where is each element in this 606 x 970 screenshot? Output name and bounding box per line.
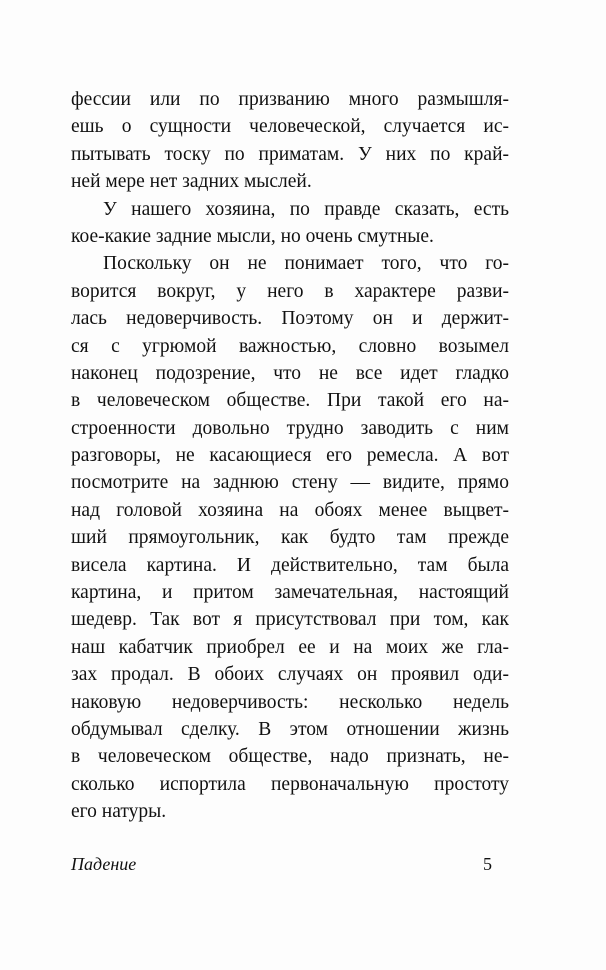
text-line: его натуры. bbox=[71, 801, 167, 823]
text-line: У нашего хозяина, по правде сказать, есть bbox=[103, 198, 509, 220]
text-line: ешь о сущности человеческой, случается ис- bbox=[71, 116, 509, 138]
running-footer-title: Падение bbox=[71, 854, 137, 874]
text-line: обдумывал сделку. В этом отношении жизнь bbox=[71, 718, 509, 740]
text-line: ший прямоугольник, как будто там прежде bbox=[71, 527, 509, 549]
text-line: в человеческом обществе. При такой его на- bbox=[71, 390, 509, 412]
text-line: наковую недоверчивость: несколько недель bbox=[71, 691, 509, 713]
text-line: кое-какие задние мысли, но очень смутные. bbox=[71, 225, 434, 247]
text-line: наш кабатчик приобрел ее и на моих же гла- bbox=[71, 636, 509, 658]
text-line: лась недоверчивость. Поэтому он и держит- bbox=[71, 308, 509, 330]
text-line: висела картина. И действительно, там была bbox=[71, 554, 509, 576]
text-line: сколько испортила первоначальную простоту bbox=[71, 773, 509, 795]
page-number: 5 bbox=[483, 854, 492, 874]
text-line: зах продал. В обоих случаях он проявил оди- bbox=[71, 664, 509, 686]
text-line: шедевр. Так вот я присутствовал при том, как bbox=[71, 609, 509, 631]
text-line: пытывать тоску по приматам. У них по край- bbox=[71, 143, 509, 165]
text-line: Поскольку он не понимает того, что го- bbox=[103, 253, 509, 275]
text-line: картина, и притом замечательная, настоящий bbox=[71, 582, 509, 604]
text-line: ворится вокруг, у него в характере разви- bbox=[71, 280, 509, 302]
body-text bbox=[71, 86, 509, 826]
text-line: ней мере нет задних мыслей. bbox=[71, 171, 312, 193]
text-line: разговоры, не касающиеся его ремесла. А вот bbox=[71, 445, 509, 467]
text-line: ся с угрюмой важностью, словно возымел bbox=[71, 335, 509, 357]
text-line: наконец подозрение, что не все идет гладко bbox=[71, 362, 509, 384]
text-line: над головой хозяина на обоях менее выцвет- bbox=[71, 499, 509, 521]
text-line: фессии или по призванию много размышля- bbox=[71, 89, 509, 110]
text-line: строенности довольно трудно заводить с ним bbox=[71, 417, 509, 439]
text-line: в человеческом обществе, надо признать, не- bbox=[71, 746, 509, 768]
text-line: посмотрите на заднюю стену — видите, прямо bbox=[71, 472, 509, 494]
